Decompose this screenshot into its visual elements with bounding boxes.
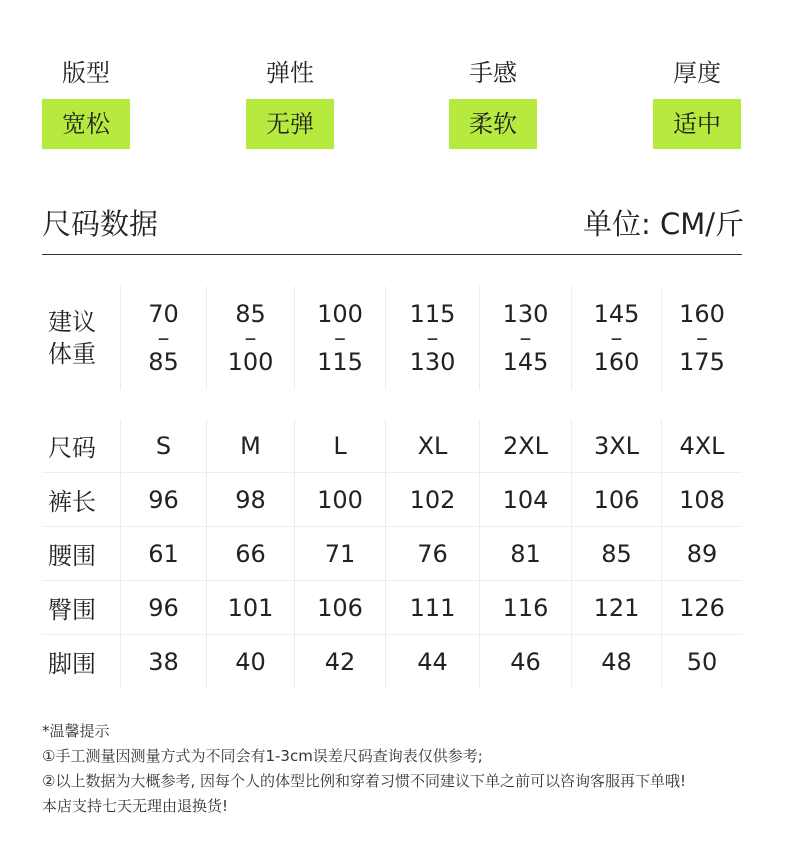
table-row-size [42,419,742,473]
table-cell: 96 [120,581,206,634]
table-cell: 102 [385,473,479,526]
size-data-title: 尺码数据 [42,207,159,241]
weight-min: 70 [148,300,179,328]
range-dash: – [157,324,170,352]
weight-label-line1: 建议 [48,308,96,336]
attribute-badge: 无弹 [246,99,334,149]
attribute-label: 手感 [469,59,517,87]
table-cell: 111 [385,581,479,634]
weight-label-line2: 体重 [48,340,96,368]
table-cell: 46 [479,635,571,688]
size-table [42,419,742,688]
weight-min: 160 [679,300,725,328]
row-header: 腰围 [48,542,96,570]
title-divider [42,254,742,255]
table-row-ankle [42,635,742,688]
table-cell: 104 [479,473,571,526]
note-heading: *温馨提示 [42,722,110,740]
weight-range-cell [120,286,206,390]
table-cell: 76 [385,527,479,580]
table-cell: 108 [661,473,742,526]
unit-label: 单位: CM/斤 [582,207,744,241]
weight-table [42,286,742,390]
row-header: 裤长 [48,488,96,516]
weight-range-cell [661,286,742,390]
weight-max: 115 [317,348,363,376]
table-cell: 96 [120,473,206,526]
table-cell: 38 [120,635,206,688]
table-cell: 89 [661,527,742,580]
table-cell: 100 [294,473,385,526]
table-cell: 42 [294,635,385,688]
table-cell: 85 [571,527,661,580]
range-dash: – [519,324,532,352]
row-header: 脚围 [48,650,96,678]
attribute-feel [449,58,537,149]
weight-max: 100 [227,348,274,376]
attribute-badge: 适中 [653,99,741,149]
table-cell: XL [385,419,479,472]
weight-max: 145 [502,348,549,376]
weight-range-cell [385,286,479,390]
table-cell: 126 [661,581,742,634]
table-cell: 50 [661,635,742,688]
table-cell: 98 [206,473,294,526]
weight-max: 175 [679,348,725,376]
attribute-badge: 柔软 [449,99,537,149]
range-dash: – [244,324,257,352]
table-cell: 121 [571,581,661,634]
weight-min: 115 [409,300,456,328]
range-dash: – [696,324,708,352]
weight-max: 130 [409,348,456,376]
table-cell: S [120,419,206,472]
weight-range-cell [294,286,385,390]
table-cell: 3XL [571,419,661,472]
table-row-hip [42,581,742,635]
weight-min: 130 [502,300,549,328]
note-line: ①手工测量因测量方式为不同会有1-3cm误差尺码查询表仅供参考; [42,747,483,765]
attribute-thickness [653,58,741,149]
attribute-elasticity [246,58,334,149]
table-cell: 66 [206,527,294,580]
attribute-label: 版型 [62,59,110,87]
attribute-fit [42,58,130,149]
table-row-length [42,473,742,527]
attribute-label: 厚度 [673,59,721,87]
weight-min: 145 [593,300,640,328]
row-header: 臀围 [48,596,96,624]
weight-max: 85 [148,348,179,376]
note-line: 本店支持七天无理由退换货! [42,797,229,815]
table-cell: 40 [206,635,294,688]
weight-range-cell [479,286,571,390]
table-cell: 106 [571,473,661,526]
row-header: 尺码 [48,434,96,462]
weight-min: 85 [235,300,266,328]
weight-row-header [42,286,120,390]
weight-range-cell [571,286,661,390]
table-row-waist [42,527,742,581]
table-cell: 116 [479,581,571,634]
notes [42,719,752,819]
note-line: ②以上数据为大概参考, 因每个人的体型比例和穿着习惯不同建议下单之前可以咨询客服再下单哦! [42,772,687,790]
weight-row [42,286,742,390]
weight-min: 100 [317,300,363,328]
table-cell: 4XL [661,419,742,472]
attribute-badge: 宽松 [42,99,130,149]
table-cell: M [206,419,294,472]
table-cell: 48 [571,635,661,688]
table-cell: L [294,419,385,472]
table-cell: 101 [206,581,294,634]
table-cell: 2XL [479,419,571,472]
table-cell: 81 [479,527,571,580]
weight-max: 160 [593,348,640,376]
range-dash: – [334,324,346,352]
table-cell: 61 [120,527,206,580]
range-dash: – [610,324,623,352]
table-cell: 44 [385,635,479,688]
weight-range-cell [206,286,294,390]
table-cell: 71 [294,527,385,580]
range-dash: – [426,324,439,352]
attribute-label: 弹性 [266,59,314,87]
table-cell: 106 [294,581,385,634]
